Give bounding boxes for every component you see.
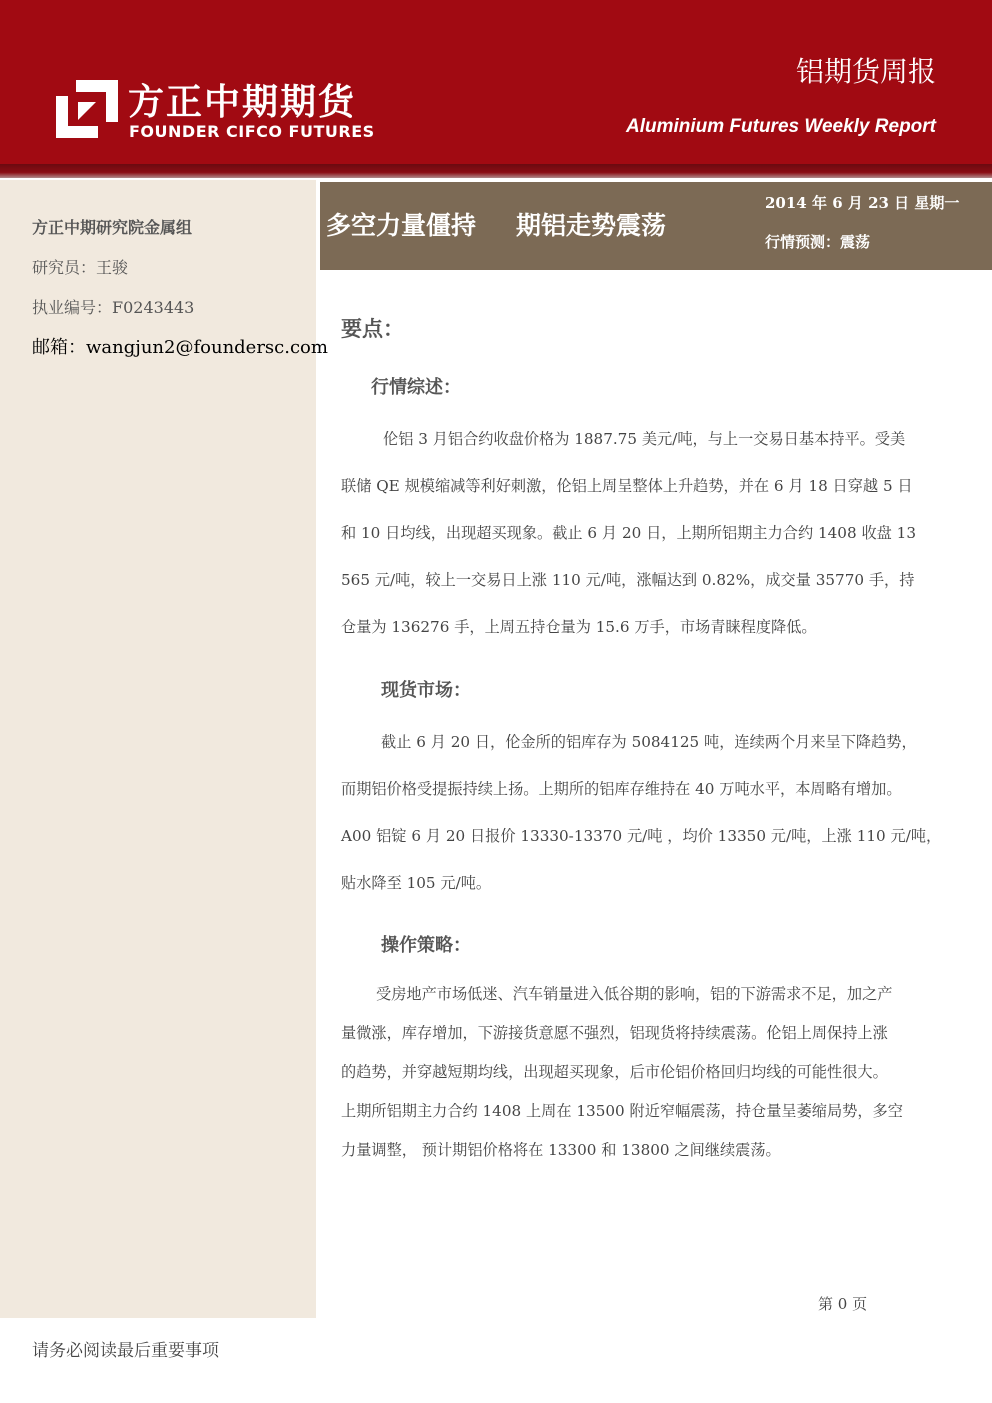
paragraph-line: 而期铝价格受提振持续上扬。上期所的铝库存维持在 40 万吨水平，本周略有增加。 (341, 780, 902, 798)
report-date: 2014 年 6 月 23 日 星期一 (765, 194, 960, 212)
license-number: 执业编号：F0243443 (32, 298, 195, 317)
page-number: 第 0 页 (818, 1295, 868, 1313)
strategy-paragraph (341, 983, 971, 1173)
spot-market-paragraph (341, 731, 971, 901)
paragraph-line: 伦铝 3 月铝合约收盘价格为 1887.75 美元/吨，与上一交易日基本持平。受美 (383, 430, 906, 448)
paragraph-line: A00 铝锭 6 月 20 日报价 13330-13370 元/吨 ，均价 13350 元/吨，上涨 110 元/吨， (341, 827, 942, 845)
paragraph-line: 仓量为 136276 手，上周五持仓量为 15.6 万手，市场青睐程度降低。 (341, 618, 817, 636)
paragraph-line: 截止 6 月 20 日，伦金所的铝库存为 5084125 吨，连续两个月来呈下降趋势， (381, 733, 917, 751)
paragraph-line: 和 10 日均线，出现超买现象。截止 6 月 20 日，上期所铝期主力合约 1408 收盘 13 (341, 524, 916, 542)
paragraph-line: 上期所铝期主力合约 1408 上周在 13500 附近窄幅震荡，持仓量呈萎缩局势，多空 (341, 1102, 903, 1120)
header-divider (0, 164, 992, 178)
paragraph-line: 565 元/吨，较上一交易日上涨 110 元/吨，涨幅达到 0.82%，成交量 35770 手，持 (341, 571, 915, 589)
paragraph-line: 力量调整， 预计期铝价格将在 13300 和 13800 之间继续震荡。 (341, 1141, 781, 1159)
paragraph-line: 贴水降至 105 元/吨。 (341, 874, 492, 892)
report-title-en: Aluminium Futures Weekly Report (625, 116, 936, 137)
headline-part-2: 期铝走势震荡 (516, 211, 667, 240)
founder-square-logo-icon (56, 80, 118, 138)
paragraph-line: 量微涨，库存增加，下游接货意愿不强烈，铝现货将持续震荡。伦铝上周保持上涨 (341, 1024, 888, 1042)
disclaimer-notice: 请务必阅读最后重要事项 (32, 1341, 219, 1361)
paragraph-line: 的趋势，并穿越短期均线，出现超买现象，后市伦铝价格回归均线的可能性很大。 (341, 1063, 888, 1081)
contact-email[interactable]: 邮箱：wangjun2@foundersc.com (32, 337, 328, 358)
report-title-cn: 铝期货周报 (795, 55, 936, 88)
market-overview-paragraph (341, 428, 971, 648)
section-title-market-overview: 行情综述： (371, 377, 461, 398)
paragraph-line: 联储 QE 规模缩减等利好刺激，伦铝上周呈整体上升趋势，并在 6 月 18 日穿越 5 日 (341, 477, 913, 495)
brand-name-cn: 方正中期期货 (128, 82, 357, 123)
research-group: 方正中期研究院金属组 (32, 218, 193, 237)
brand-name-en: FOUNDER CIFCO FUTURES (129, 122, 375, 141)
headline (326, 206, 666, 242)
paragraph-line: 受房地产市场低迷、汽车销量进入低谷期的影响，铝的下游需求不足，加之产 (376, 985, 893, 1003)
headline-part-1: 多空力量僵持 (326, 211, 477, 240)
researcher-name: 研究员：王骏 (32, 258, 129, 277)
section-title-spot-market: 现货市场： (381, 680, 471, 701)
keypoints-heading: 要点： (341, 316, 404, 341)
market-forecast: 行情预测：震荡 (765, 233, 871, 251)
section-title-strategy: 操作策略： (381, 935, 471, 956)
